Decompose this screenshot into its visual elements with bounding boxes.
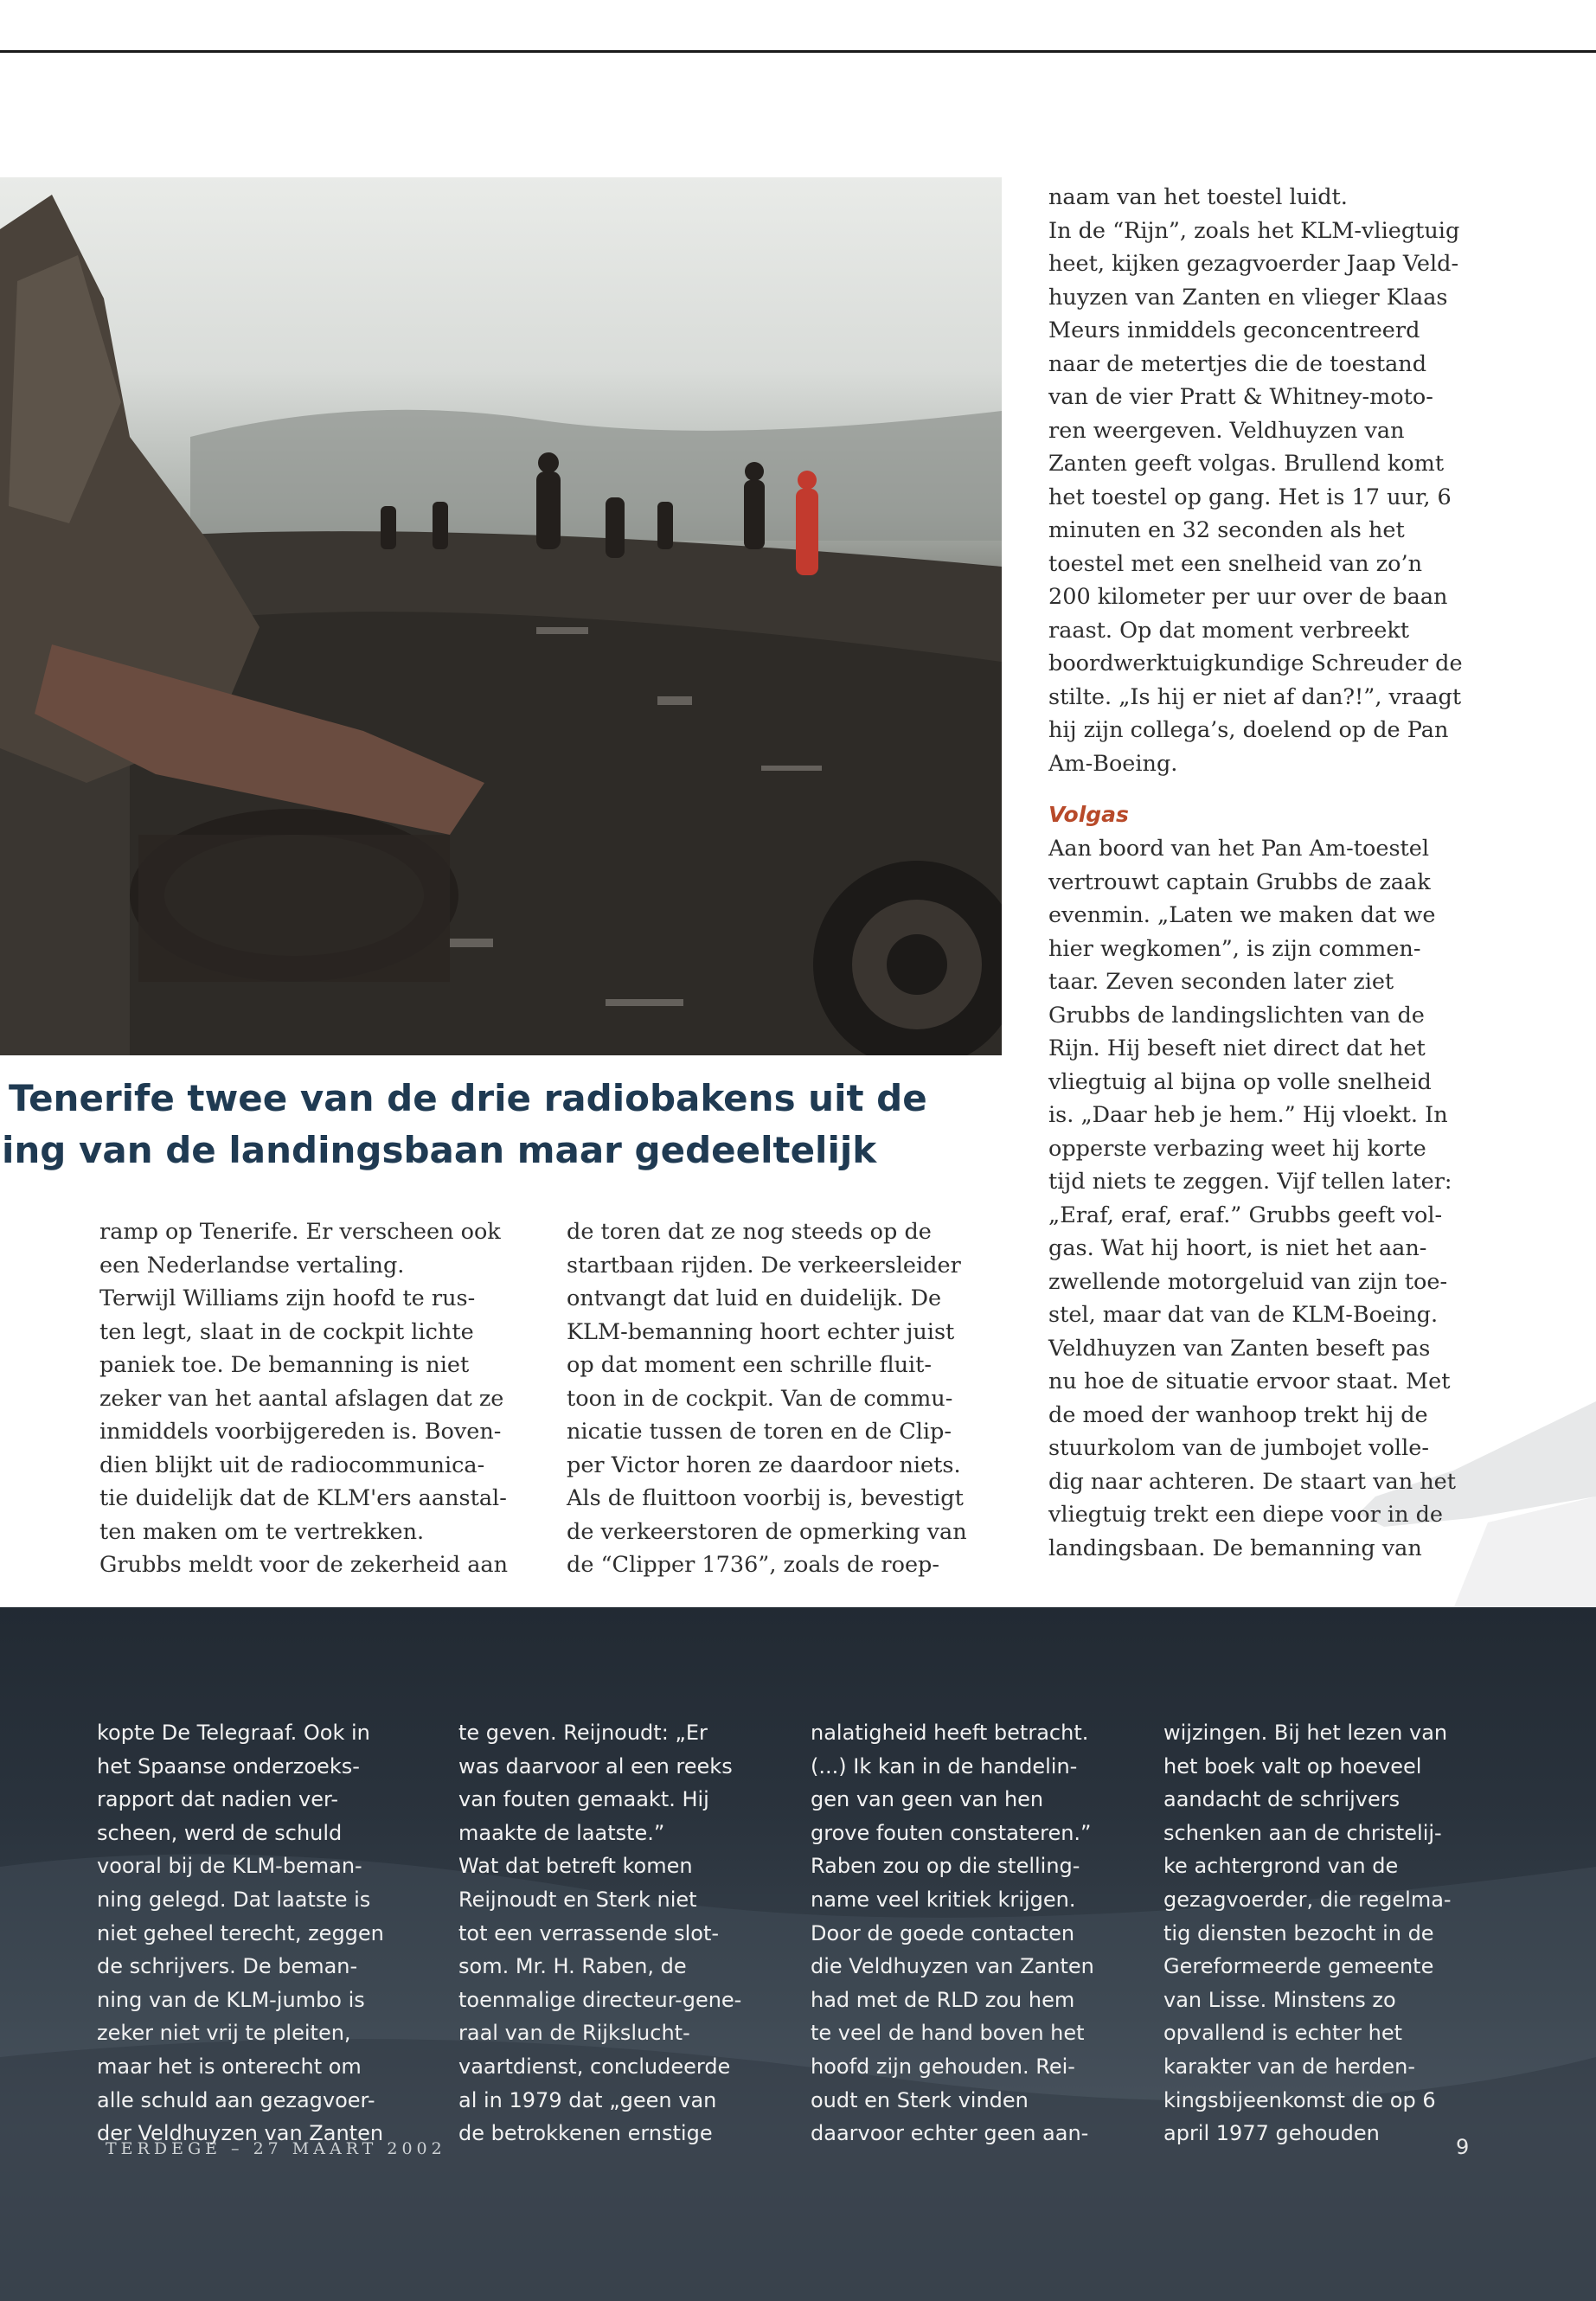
text-line: een Nederlandse vertaling. <box>99 1252 405 1279</box>
text-line: der Veldhuyzen van Zanten <box>97 2121 384 2146</box>
band-column-3 <box>811 1716 1131 2150</box>
text-line: het toestel op gang. Het is 17 uur, 6 <box>1048 484 1452 510</box>
text-line: het boek valt op hoeveel <box>1163 1753 1422 1779</box>
band-column-2 <box>458 1716 779 2150</box>
text-line: Aan boord van het Pan Am-toestel <box>1048 836 1430 862</box>
text-line: maakte de laatste.” <box>458 1820 665 1845</box>
text-line: van fouten gemaakt. Hij <box>458 1787 709 1812</box>
text-line: tie duidelijk dat de KLM'ers aanstal- <box>99 1485 507 1511</box>
text-line: die Veldhuyzen van Zanten <box>811 1954 1094 1979</box>
text-line: Am-Boeing. <box>1048 750 1178 777</box>
text-line: de betrokkenen ernstige <box>458 2121 713 2146</box>
text-line: KLM-bemanning hoort echter juist <box>567 1318 955 1345</box>
text-line: nu hoe de situatie ervoor staat. Met <box>1048 1368 1451 1394</box>
text-line: zeker van het aantal afslagen dat ze <box>99 1385 504 1412</box>
text-line: vertrouwt captain Grubbs de zaak <box>1048 868 1431 895</box>
text-line: oudt en Sterk vinden <box>811 2087 1029 2112</box>
text-line: tig diensten bezocht in de <box>1163 1920 1434 1945</box>
text-line: grove fouten constateren.” <box>811 1820 1092 1845</box>
text-line: vaartdienst, concludeerde <box>458 2054 731 2079</box>
pull-quote-headline <box>0 1073 969 1176</box>
text-line: landingsbaan. De bemanning van <box>1048 1535 1422 1561</box>
text-line: huyzen van Zanten en vlieger Klaas <box>1048 284 1448 311</box>
band-column-4 <box>1163 1716 1484 2150</box>
page-number: 9 <box>1456 2135 1470 2159</box>
text-line: toenmalige directeur-gene- <box>458 1987 742 2012</box>
text-line: opvallend is echter het <box>1163 2021 1403 2046</box>
text-line: som. Mr. H. Raben, de <box>458 1954 687 1979</box>
text-line: gezagvoerder, die regelma- <box>1163 1887 1452 1912</box>
text-line: op dat moment een schrille fluit- <box>567 1352 933 1378</box>
text-line: april 1977 gehouden <box>1163 2121 1380 2146</box>
text-line: aandacht de schrijvers <box>1163 1787 1401 1812</box>
text-line: zeker niet vrij te pleiten, <box>97 2021 351 2046</box>
text-line: de moed der wanhoop trekt hij de <box>1048 1401 1428 1428</box>
text-line: dien blijkt uit de radiocommunica- <box>99 1452 485 1478</box>
text-line: (...) Ik kan in de handelin- <box>811 1753 1078 1779</box>
text-line: de verkeerstoren de opmerking van <box>567 1518 967 1545</box>
section-subheading: Volgas <box>1048 802 1129 827</box>
text-line: nalatigheid heeft betracht. <box>811 1721 1089 1745</box>
body-column-left <box>99 1215 541 1582</box>
text-line: Veldhuyzen van Zanten beseft pas <box>1048 1335 1431 1362</box>
text-line: taar. Zeven seconden later ziet <box>1048 969 1394 995</box>
text-line: ning van de KLM-jumbo is <box>97 1987 365 2012</box>
text-line: startbaan rijden. De verkeersleider <box>567 1252 961 1279</box>
text-line: de toren dat ze nog steeds op de <box>567 1219 932 1245</box>
text-line: ontvangt dat luid en duidelijk. De <box>567 1285 942 1311</box>
text-line: gas. Wat hij hoort, is niet het aan- <box>1048 1235 1427 1261</box>
text-line: ten maken om te vertrekken. <box>99 1518 425 1545</box>
text-line: daarvoor echter geen aan- <box>811 2121 1089 2146</box>
text-line: ten legt, slaat in de cockpit lichte <box>99 1318 474 1345</box>
text-line: boordwerktuigkundige Schreuder de <box>1048 651 1463 676</box>
text-line: kingsbijeenkomst die op 6 <box>1163 2087 1436 2112</box>
text-line: was daarvoor al een reeks <box>458 1753 733 1779</box>
text-line: maar het is onterecht om <box>97 2054 362 2079</box>
text-line: Wat dat betreft komen <box>458 1854 693 1879</box>
magazine-footer: TERDEGE – 27 MAART 2002 <box>106 2139 446 2158</box>
text-line: Door de goede contacten <box>811 1920 1075 1945</box>
text-line: per Victor horen ze daardoor niets. <box>567 1452 961 1478</box>
text-line: Zanten geeft volgas. Brullend komt <box>1048 451 1445 477</box>
text-line: In de “Rijn”, zoals het KLM-vliegtuig <box>1048 217 1460 244</box>
text-line: ke achtergrond van de <box>1163 1854 1399 1879</box>
text-line: vooral bij de KLM-beman- <box>97 1854 362 1879</box>
text-line: rapport dat nadien ver- <box>97 1787 338 1812</box>
text-line: zwellende motorgeluid van zijn toe- <box>1048 1268 1448 1295</box>
text-line: vliegtuig al bijna op volle snelheid <box>1048 1068 1432 1095</box>
wreckage-photo <box>0 177 1002 1055</box>
text-line: wijzingen. Bij het lezen van <box>1163 1721 1448 1745</box>
text-line: Rijn. Hij beseft niet direct dat het <box>1048 1035 1426 1061</box>
wreckage-illustration <box>0 177 1002 1055</box>
text-line: opperste verbazing weet hij korte <box>1048 1135 1426 1162</box>
headline-line-1: Tenerife twee van de drie radiobakens uit de <box>9 1077 927 1119</box>
band-column-1 <box>97 1716 417 2150</box>
text-line: tot een verrassende slot- <box>458 1920 720 1945</box>
text-line: hoofd zijn gehouden. Rei- <box>811 2054 1075 2079</box>
text-line: van de vier Pratt & Whitney-moto- <box>1048 384 1433 410</box>
text-line: 200 kilometer per uur over de baan <box>1048 584 1448 610</box>
body-column-right <box>1048 181 1481 1565</box>
text-line: toestel met een snelheid van zo’n <box>1048 550 1423 577</box>
body-column-middle <box>567 1215 1008 1582</box>
text-line: niet geheel terecht, zeggen <box>97 1920 384 1945</box>
text-line: paniek toe. De bemanning is niet <box>99 1352 470 1378</box>
dark-background-band <box>0 1607 1596 2301</box>
text-line: „Eraf, eraf, eraf.” Grubbs geeft vol- <box>1048 1202 1443 1228</box>
text-line: al in 1979 dat „geen van <box>458 2087 717 2112</box>
text-line: naar de metertjes die de toestand <box>1048 350 1427 377</box>
text-line: Grubbs de landingslichten van de <box>1048 1002 1425 1029</box>
text-line: heet, kijken gezagvoerder Jaap Veld- <box>1048 251 1459 277</box>
text-line: Gereformeerde gemeente <box>1163 1954 1434 1979</box>
text-line: stel, maar dat van de KLM-Boeing. <box>1048 1302 1439 1328</box>
headline-line-2: ing van de landingsbaan maar gedeeltelijk <box>2 1129 877 1171</box>
text-line: raal van de Rijkslucht- <box>458 2021 690 2046</box>
text-line: stuurkolom van de jumbojet volle- <box>1048 1435 1429 1461</box>
text-line: Grubbs meldt voor de zekerheid aan <box>99 1552 509 1578</box>
text-line: ning gelegd. Dat laatste is <box>97 1887 371 1912</box>
text-line: inmiddels voorbijgereden is. Boven- <box>99 1419 502 1445</box>
text-line: Reijnoudt en Sterk niet <box>458 1887 697 1912</box>
text-line: raast. Op dat moment verbreekt <box>1048 617 1410 644</box>
text-line: toon in de cockpit. Van de commu- <box>567 1385 953 1412</box>
text-line: van Lisse. Minstens zo <box>1163 1987 1396 2012</box>
text-line: Meurs inmiddels geconcentreerd <box>1048 317 1420 343</box>
text-line: te geven. Reijnoudt: „Er <box>458 1721 708 1745</box>
text-line: naam van het toestel luidt. <box>1048 184 1348 210</box>
top-rule <box>0 50 1596 53</box>
text-line: nicatie tussen de toren en de Clip- <box>567 1419 952 1445</box>
text-line: minuten en 32 seconden als het <box>1048 517 1405 543</box>
text-line: is. „Daar heb je hem.” Hij vloekt. In <box>1048 1102 1448 1128</box>
text-line: name veel kritiek krijgen. <box>811 1887 1076 1912</box>
text-line: hij zijn collega’s, doelend op de Pan <box>1048 717 1449 743</box>
text-line: hier wegkomen”, is zijn commen- <box>1048 935 1421 962</box>
text-line: alle schuld aan gezagvoer- <box>97 2087 375 2112</box>
text-line: had met de RLD zou hem <box>811 1987 1075 2012</box>
text-line: de schrijvers. De beman- <box>97 1954 358 1979</box>
text-line: Terwijl Williams zijn hoofd te rus- <box>99 1285 476 1311</box>
text-line: ramp op Tenerife. Er verscheen ook <box>99 1219 501 1245</box>
text-line: ren weergeven. Veldhuyzen van <box>1048 417 1405 444</box>
text-line: tijd niets te zeggen. Vijf tellen later: <box>1048 1169 1452 1195</box>
text-line: scheen, werd de schuld <box>97 1820 343 1845</box>
text-line: de “Clipper 1736”, zoals de roep- <box>567 1552 939 1578</box>
text-line: gen van geen van hen <box>811 1787 1044 1812</box>
text-line: stilte. „Is hij er niet af dan?!”, vraagt <box>1048 683 1462 710</box>
text-line: dig naar achteren. De staart van het <box>1048 1468 1457 1495</box>
text-line: schenken aan de christelij- <box>1163 1820 1442 1845</box>
text-line: Als de fluittoon voorbij is, bevestigt <box>567 1485 964 1511</box>
text-line: vliegtuig trekt een diepe voor in de <box>1048 1502 1444 1528</box>
text-line: karakter van de herden- <box>1163 2054 1415 2079</box>
text-line: evenmin. „Laten we maken dat we <box>1048 902 1436 928</box>
text-line: Raben zou op die stelling- <box>811 1854 1080 1879</box>
text-line: het Spaanse onderzoeks- <box>97 1753 360 1779</box>
text-line: te veel de hand boven het <box>811 2021 1085 2046</box>
text-line: kopte De Telegraaf. Ook in <box>97 1721 370 1745</box>
